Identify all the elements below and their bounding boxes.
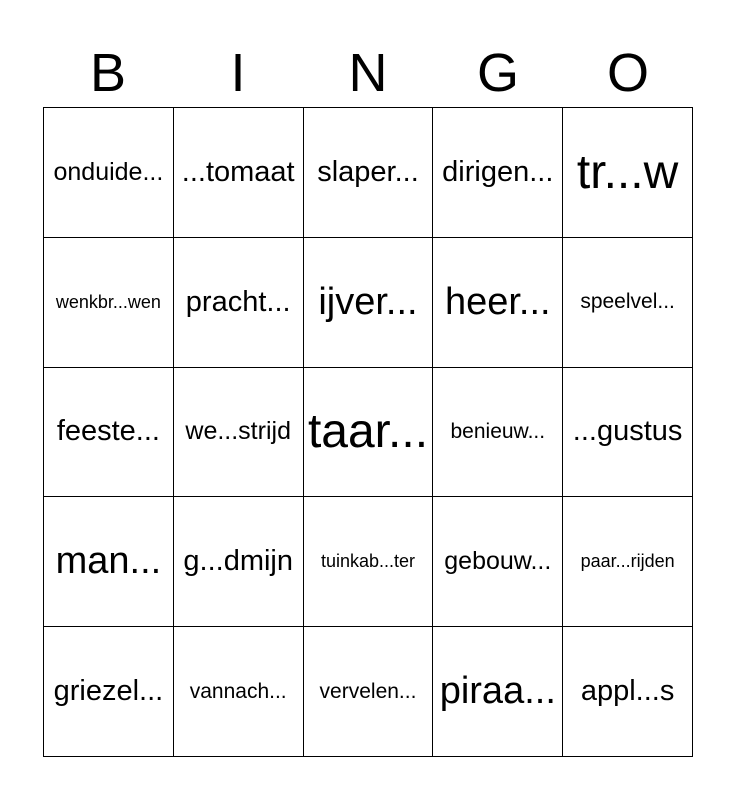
header-letter-g: G [476,43,519,103]
bingo-cell[interactable]: tr...w [563,108,693,238]
bingo-cell[interactable]: heer... [433,238,563,368]
header-letter-b: B [89,43,127,103]
bingo-cell[interactable]: ...tomaat [174,108,304,238]
bingo-cell[interactable]: g...dmijn [174,497,304,627]
bingo-cell[interactable]: dirigen... [433,108,563,238]
bingo-cell[interactable]: onduide... [44,108,174,238]
header-letter-n: N [348,43,388,103]
bingo-cell[interactable]: feeste... [44,368,174,498]
bingo-cell[interactable]: appl...s [563,627,693,757]
bingo-card-grid [43,107,693,757]
bingo-cell[interactable]: pracht... [174,238,304,368]
bingo-cell[interactable]: ijver... [304,238,434,368]
bingo-cell[interactable]: man... [44,497,174,627]
bingo-cell[interactable]: piraa... [433,627,563,757]
bingo-cell[interactable]: speelvel... [563,238,693,368]
header-letter-o: O [606,43,649,103]
bingo-cell[interactable]: benieuw... [433,368,563,498]
bingo-cell[interactable]: vannach... [174,627,304,757]
bingo-cell[interactable]: griezel... [44,627,174,757]
bingo-cell[interactable]: gebouw... [433,497,563,627]
bingo-cell[interactable]: tuinkab...ter [304,497,434,627]
header-letter-i: I [230,43,246,103]
bingo-cell[interactable]: slaper... [304,108,434,238]
bingo-cell[interactable]: taar... [304,368,434,498]
bingo-cell[interactable]: paar...rijden [563,497,693,627]
bingo-cell[interactable]: wenkbr...wen [44,238,174,368]
bingo-cell[interactable]: vervelen... [304,627,434,757]
bingo-cell[interactable]: ...gustus [563,368,693,498]
bingo-header [43,40,693,106]
bingo-cell[interactable]: we...strijd [174,368,304,498]
